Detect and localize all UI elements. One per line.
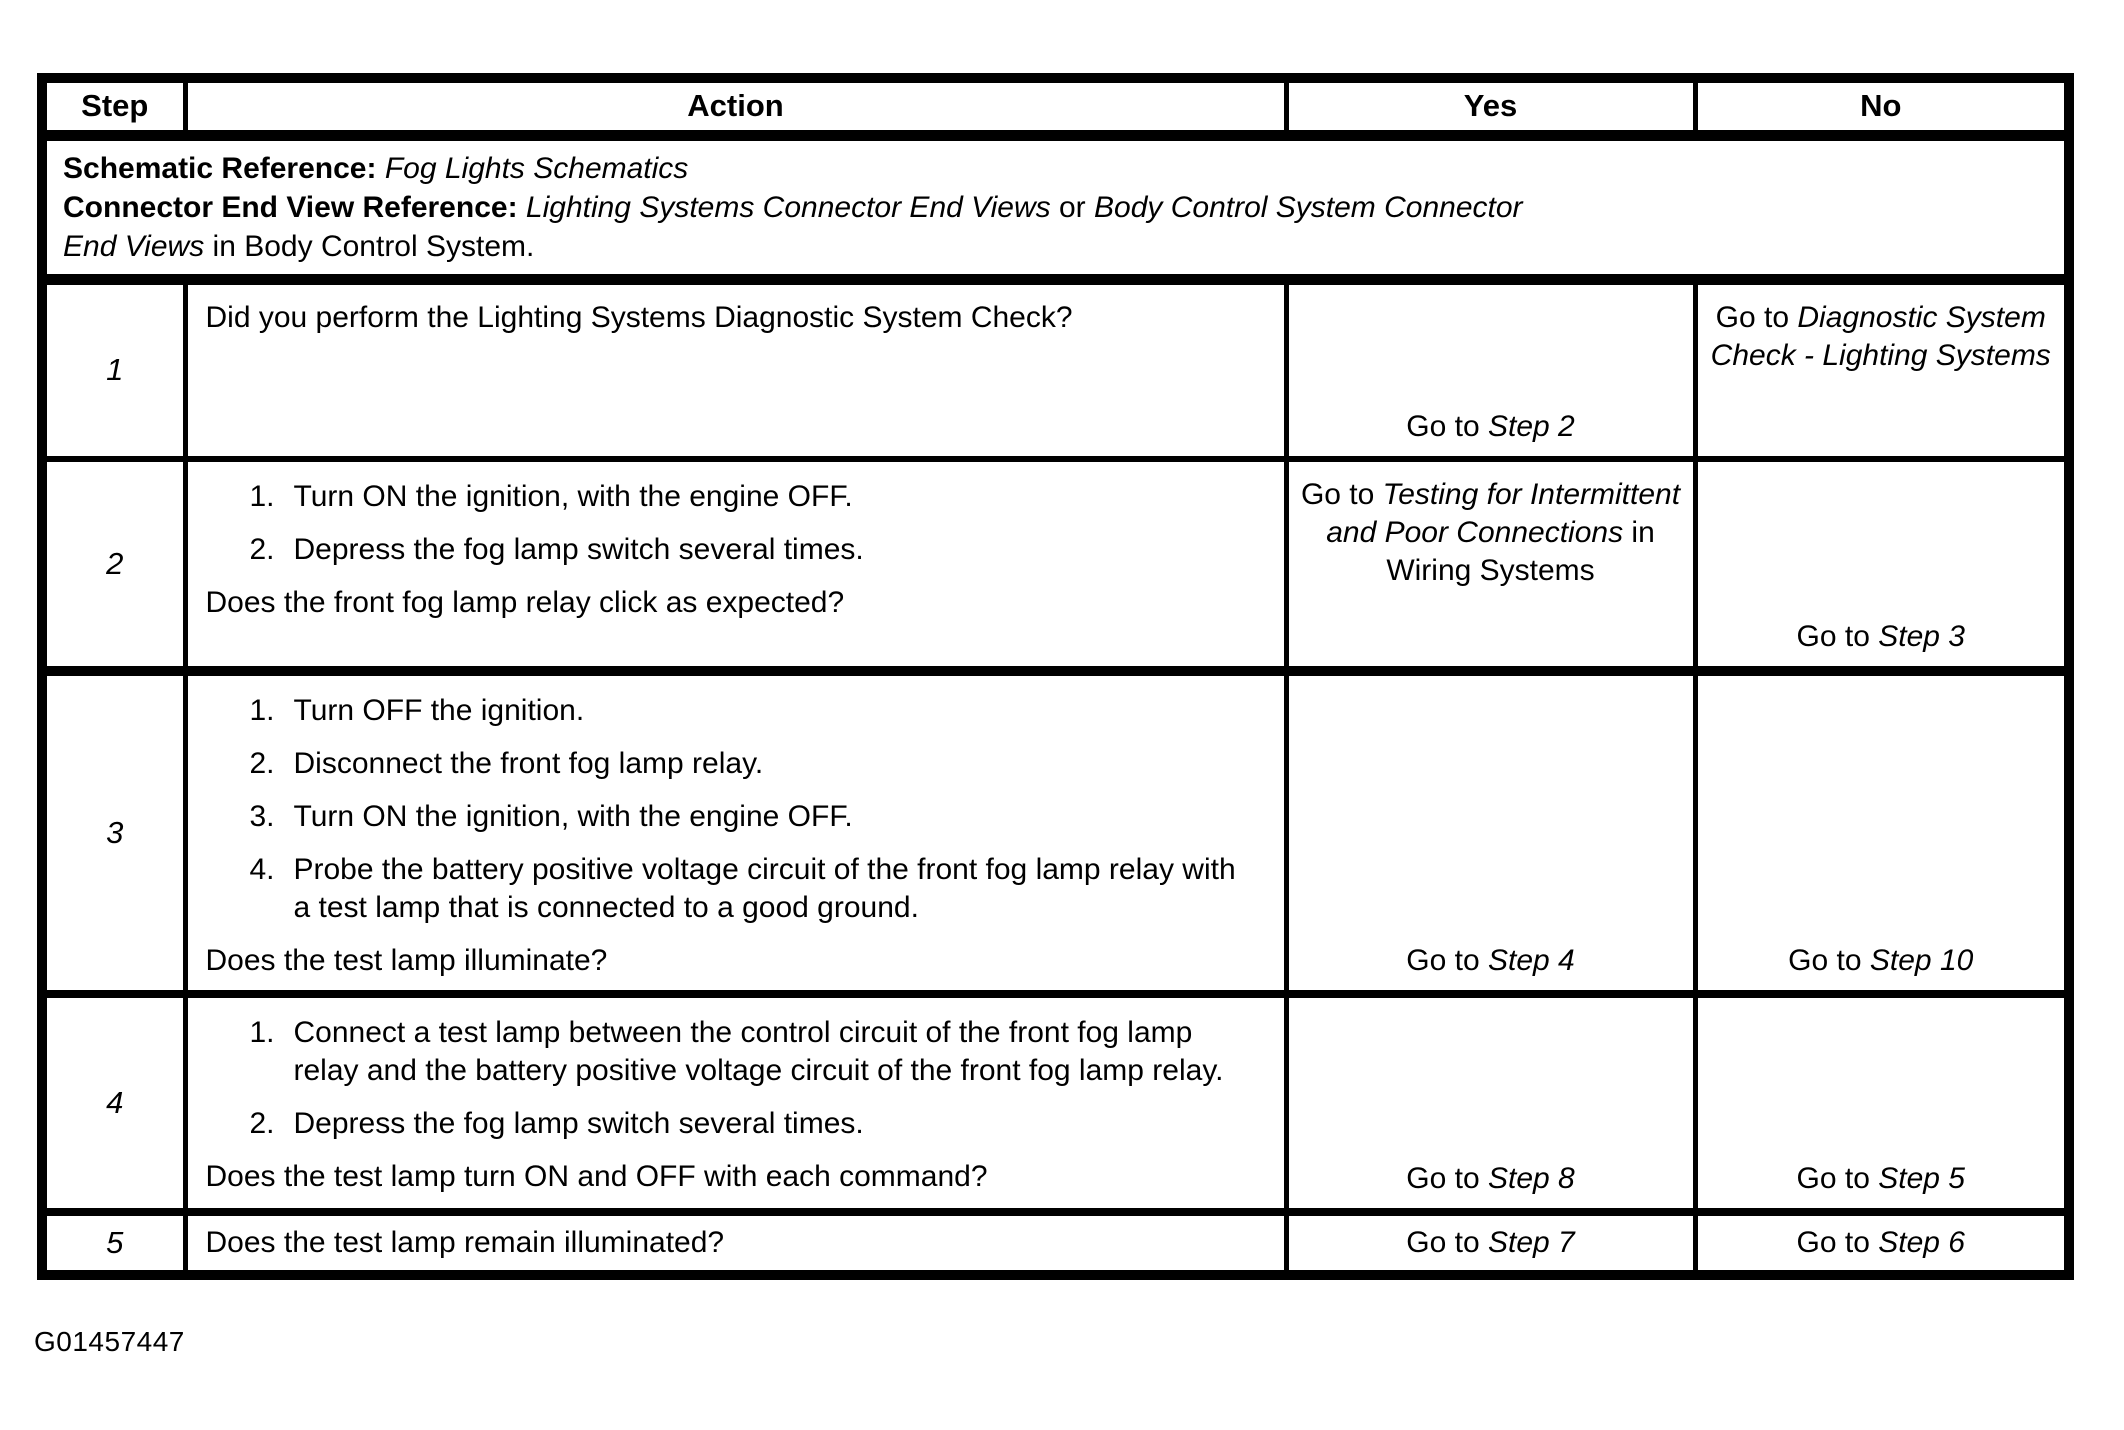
goto-target: Step 5 [1878, 1162, 1965, 1195]
goto-text: Go to [1406, 410, 1480, 443]
yes-cell [1286, 279, 1695, 459]
goto-text: Go to [1715, 300, 1790, 334]
action-question: Did you perform the Lighting Systems Diagnostic System Check? [205, 300, 1073, 334]
yes-cell [1286, 671, 1695, 994]
step-number: 4 [42, 994, 185, 1212]
goto-instruction [1710, 618, 2053, 656]
connector-reference-or: or [1058, 190, 1086, 224]
goto-target: Step 4 [1487, 944, 1575, 977]
connector-reference-value-1: Lighting Systems Connector End Views [525, 190, 1051, 224]
action-list-item [206, 1105, 1256, 1143]
action-list-item [206, 851, 1256, 927]
goto-target: Step 6 [1878, 1226, 1965, 1259]
goto-target: Step 7 [1487, 1226, 1575, 1259]
goto-text: Go to [1406, 944, 1480, 977]
action-list-item [206, 798, 1256, 836]
list-item-text: Turn OFF the ignition. [293, 694, 585, 727]
goto-target: Step 10 [1869, 944, 1974, 977]
action-list-item [206, 1014, 1256, 1090]
goto-instruction [1710, 942, 2053, 980]
list-item-text: Disconnect the front fog lamp relay. [293, 747, 764, 780]
list-item-text: Connect a test lamp between the control circuit of the front fog lamp relay and the battery positive voltage circuit of the front fog lamp relay. [293, 1016, 1224, 1087]
list-item-text: Turn ON the ignition, with the engine OFF. [293, 800, 853, 833]
table-row [42, 279, 2069, 459]
col-header-step: Step [42, 78, 185, 135]
list-item-number: 1. [249, 480, 275, 513]
list-item-text: Depress the fog lamp switch several times. [293, 1107, 864, 1140]
goto-instruction [1710, 1160, 2053, 1198]
action-cell [185, 994, 1286, 1212]
action-question: Does the test lamp illuminate? [205, 944, 608, 977]
action-list-item [206, 745, 1256, 783]
table-row [42, 1212, 2069, 1275]
action-question: Does the test lamp remain illuminated? [205, 1226, 725, 1259]
list-item-number: 3. [249, 800, 275, 833]
schematic-reference [63, 149, 2044, 188]
list-item-number: 2. [249, 533, 275, 566]
goto-instruction [1301, 476, 1681, 590]
action-cell [185, 671, 1286, 994]
goto-instruction [1710, 299, 2053, 375]
reference-cell [42, 135, 2069, 279]
goto-text: Go to [1406, 1162, 1480, 1195]
action-cell [185, 1212, 1286, 1275]
col-header-action: Action [185, 78, 1286, 135]
no-cell [1695, 1212, 2069, 1275]
action-list-item [206, 478, 1256, 516]
action-list-item [206, 692, 1256, 730]
list-item-text: Probe the battery positive voltage circuit of the front fog lamp relay with a test lamp that is connected to a good ground. [293, 853, 1236, 924]
no-cell [1695, 459, 2069, 671]
table-header-row [42, 78, 2069, 135]
goto-instruction [1301, 408, 1681, 446]
goto-text: Go to [1406, 1226, 1480, 1259]
table-row [42, 671, 2069, 994]
diagnostic-table [37, 73, 2074, 1280]
list-item-number: 2. [249, 1107, 275, 1140]
list-item-number: 2. [249, 747, 275, 780]
no-cell [1695, 994, 2069, 1212]
list-item-number: 1. [249, 1016, 275, 1049]
schematic-reference-label: Schematic Reference: [63, 151, 377, 185]
table-row [42, 459, 2069, 671]
action-list-item [206, 531, 1256, 569]
goto-text: Go to [1300, 478, 1375, 511]
step-number: 2 [42, 459, 185, 671]
col-header-yes: Yes [1286, 78, 1695, 135]
action-cell [185, 279, 1286, 459]
goto-instruction [1301, 1160, 1681, 1198]
list-item-number: 1. [249, 694, 275, 727]
no-cell [1695, 279, 2069, 459]
connector-reference-value-2: Body Control System Connector End Views [63, 190, 1523, 263]
goto-text: Go to [1796, 1162, 1870, 1195]
action-question: Does the test lamp turn ON and OFF with each command? [205, 1160, 988, 1193]
yes-cell [1286, 459, 1695, 671]
list-item-text: Turn ON the ignition, with the engine OFF. [293, 480, 853, 513]
action-question: Does the front fog lamp relay click as expected? [205, 586, 845, 619]
col-header-no: No [1695, 78, 2069, 135]
connector-end-view-reference [63, 188, 1583, 266]
goto-text: Go to [1796, 620, 1870, 653]
connector-reference-label: Connector End View Reference: [63, 190, 518, 224]
goto-target: Testing for Intermittent and Poor Connections [1326, 478, 1681, 549]
step-number: 5 [42, 1212, 185, 1275]
goto-target: Diagnostic System Check - Lighting Systems [1710, 300, 2051, 372]
schematic-reference-value: Fog Lights Schematics [384, 151, 689, 185]
goto-target: Step 3 [1878, 620, 1965, 653]
list-item-text: Depress the fog lamp switch several times. [293, 533, 864, 566]
reference-row [42, 135, 2069, 279]
goto-text: Go to [1796, 1226, 1870, 1259]
goto-instruction [1301, 1224, 1681, 1262]
list-item-number: 4. [249, 853, 275, 886]
goto-text: Go to [1788, 944, 1862, 977]
yes-cell [1286, 1212, 1695, 1275]
goto-instruction [1301, 942, 1681, 980]
action-cell [185, 459, 1286, 671]
table-row [42, 994, 2069, 1212]
goto-target: Step 2 [1487, 410, 1575, 443]
goto-instruction [1710, 1224, 2053, 1262]
step-number: 1 [42, 279, 185, 459]
figure-id: G01457447 [34, 1326, 185, 1357]
connector-reference-tail: in Body Control System. [212, 229, 535, 263]
step-number: 3 [42, 671, 185, 994]
no-cell [1695, 671, 2069, 994]
yes-cell [1286, 994, 1695, 1212]
goto-text-tail: in Wiring Systems [1386, 516, 1655, 587]
goto-target: Step 8 [1487, 1162, 1575, 1195]
